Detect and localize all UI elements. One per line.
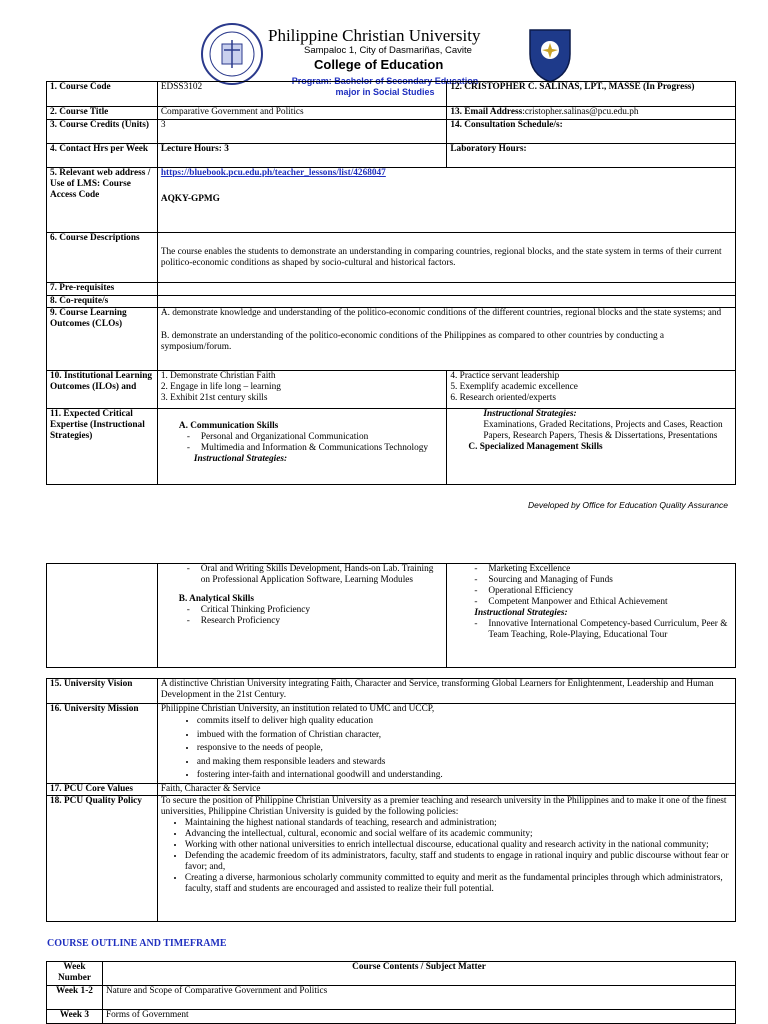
clo-a: A. demonstrate knowledge and understanding of the politico-economic conditions of the different countries, regional blocks and the state systems; and xyxy=(160,308,722,318)
course-description: The course enables the students to demonstrate an understanding in comparing countries, regional blocks, and the state system in terms of their current politico-economic conditions as shaped by socio-cultural and historical factors. xyxy=(157,233,735,283)
developed-by-note: Developed by Office for Education Quality Assurance xyxy=(528,500,729,510)
table-row: Week 3 Forms of Government xyxy=(47,1010,736,1024)
credits-value: 3 xyxy=(157,120,447,144)
ilo-right: 4. Practice servant leadership 5. Exemplify academic excellence 6. Research oriented/experts xyxy=(447,371,736,409)
expertise-left: A. Communication Skills - Personal and Organizational Communication - Multimedia and Information & Communications Technology Instructional Strategies: xyxy=(157,409,447,485)
corequisites-label: 8. Co-requite/s xyxy=(47,296,158,308)
management-skills-heading: C. Specialized Management Skills xyxy=(468,442,603,452)
clo-cell xyxy=(157,308,735,371)
course-code-label: 1. Course Code xyxy=(47,82,158,107)
expertise-right: Instructional Strategies: Examinations, Graded Recitations, Projects and Cases, Reaction Papers, Research Papers, Thesis & Dissertations, Presentations C. Specialized Management Skills xyxy=(447,409,736,485)
college-name: College of Education xyxy=(314,57,444,72)
university-seal-icon xyxy=(200,22,264,86)
access-code: AQKY-GPMG xyxy=(160,194,220,204)
syllabus-table xyxy=(46,81,736,485)
email-cell: 13. Email Address:cristopher.salinas@pcu.edu.ph xyxy=(447,107,736,120)
laboratory-hours: Laboratory Hours: xyxy=(447,144,736,168)
core-values-label: 17. PCU Core Values xyxy=(47,784,158,796)
table-row: Week 1-2 Nature and Scope of Comparative Government and Politics xyxy=(47,986,736,1010)
contact-hours-label: 4. Contact Hrs per Week xyxy=(47,144,158,168)
instructor-name: 12. CRISTOPHER C. SALINAS, LPT., MASSE (In Progress) xyxy=(447,82,736,107)
course-title-label: 2. Course Title xyxy=(47,107,158,120)
credits-label: 3. Course Credits (Units) xyxy=(47,120,158,144)
expertise-label: 11. Expected Critical Expertise (Instructional Strategies) xyxy=(47,409,158,485)
clo-label: 9. Course Learning Outcomes (CLOs) xyxy=(47,308,158,371)
clo-b: B. demonstrate an understanding of the politico-economic conditions of the Philippines as compared to other countries by conducting a symposium/forum. xyxy=(160,331,665,352)
course-outline-heading: COURSE OUTLINE AND TIMEFRAME xyxy=(47,938,227,949)
lecture-hours: Lecture Hours: 3 xyxy=(157,144,447,168)
program-name: Program: Bachelor of Secondary Education major in Social Studies xyxy=(291,76,479,97)
content-column-header: Course Contents / Subject Matter xyxy=(102,962,735,986)
week-column-header: Week Number xyxy=(47,962,103,986)
skills-continued-left: - Oral and Writing Skills Development, Hands-on Lab. Training on Professional Application Software, Learning Modules B. Analytical Skills - Critical Thinking Proficiency - Research Proficiency xyxy=(157,564,447,668)
core-values: Faith, Character & Service xyxy=(157,784,735,796)
prerequisites-label: 7. Pre-requisites xyxy=(47,283,158,296)
email-address: :cristopher.salinas@pcu.edu.ph xyxy=(522,107,639,117)
course-outline-table xyxy=(46,961,736,1024)
quality-policy: To secure the position of Philippine Christian University as a premier teaching and research university in the Philippines and to make it one of the finest universities, Philippine Christian University is guided by the following policies: • Maintaining the highest national standards of teaching, research and administration; • Advancing the intellectual, cultural, economic and social welfare of its academic community; • Working with other national universities to enrich intellectual discourse, educational quality and research activity in the national community; • Defending the academic freedom of its administrators, faculty, staff and students to engage in rational inquiry and public discourse without fear or favor; and, • Creating a diverse, harmonious scholarly community committed to equity and merit as the fundamental principles through which administrators, faculty, staff and students are encouraged and assisted to realize their full potential. xyxy=(157,796,735,922)
mission-label: 16. University Mission xyxy=(47,704,158,784)
skills-continued-table xyxy=(46,563,736,668)
course-title: Comparative Government and Politics xyxy=(157,107,447,120)
university-name: Philippine Christian University xyxy=(268,26,481,45)
consultation-label: 14. Consultation Schedule/s: xyxy=(447,120,736,144)
vision-label: 15. University Vision xyxy=(47,679,158,704)
university-mission: Philippine Christian University, an institution related to UMC and UCCP, • commits itself to deliver high quality education • imbued with the formation of Christian character, • responsive to the needs of people, • and making them responsible leaders and stewards • fostering inter-faith and international goodwill and understanding. xyxy=(157,704,735,784)
web-address-label: 5. Relevant web address / Use of LMS: Course Access Code xyxy=(47,168,158,233)
college-crest-icon xyxy=(526,24,574,84)
ilo-label: 10. Institutional Learning Outcomes (ILOs) and xyxy=(47,371,158,409)
course-code: EDSS3102 xyxy=(157,82,447,107)
strategies-text: Examinations, Graded Recitations, Projects and Cases, Reaction Papers, Research Papers, Thesis & Dissertations, Presentations xyxy=(483,420,723,441)
quality-policy-label: 18. PCU Quality Policy xyxy=(47,796,158,922)
web-address-cell xyxy=(157,168,735,233)
description-label: 6. Course Descriptions xyxy=(47,233,158,283)
analytical-skills-heading: B. Analytical Skills xyxy=(178,594,254,604)
university-vision: A distinctive Christian University integrating Faith, Character and Service, transforming Global Learners for Enlightenment, Leadership and Human Development in the 21st Century. xyxy=(157,679,735,704)
university-address: Sampaloc 1, City of Dasmariñas, Cavite xyxy=(304,45,472,56)
communication-skills-heading: A. Communication Skills xyxy=(178,421,279,431)
skills-continued-right: - Marketing Excellence - Sourcing and Managing of Funds - Operational Efficiency - Competent Manpower and Ethical Achievement Instructional Strategies: - Innovative International Competency-based Curriculum, Peer & Team Teaching, Role-Playing, Educational Tour xyxy=(447,564,736,668)
ilo-left: 1. Demonstrate Christian Faith 2. Engage in life long – learning 3. Exhibit 21st century skills xyxy=(157,371,447,409)
vision-mission-table xyxy=(46,678,736,922)
lms-link[interactable]: https://bluebook.pcu.edu.ph/teacher_lessons/list/4268047 xyxy=(160,168,386,178)
